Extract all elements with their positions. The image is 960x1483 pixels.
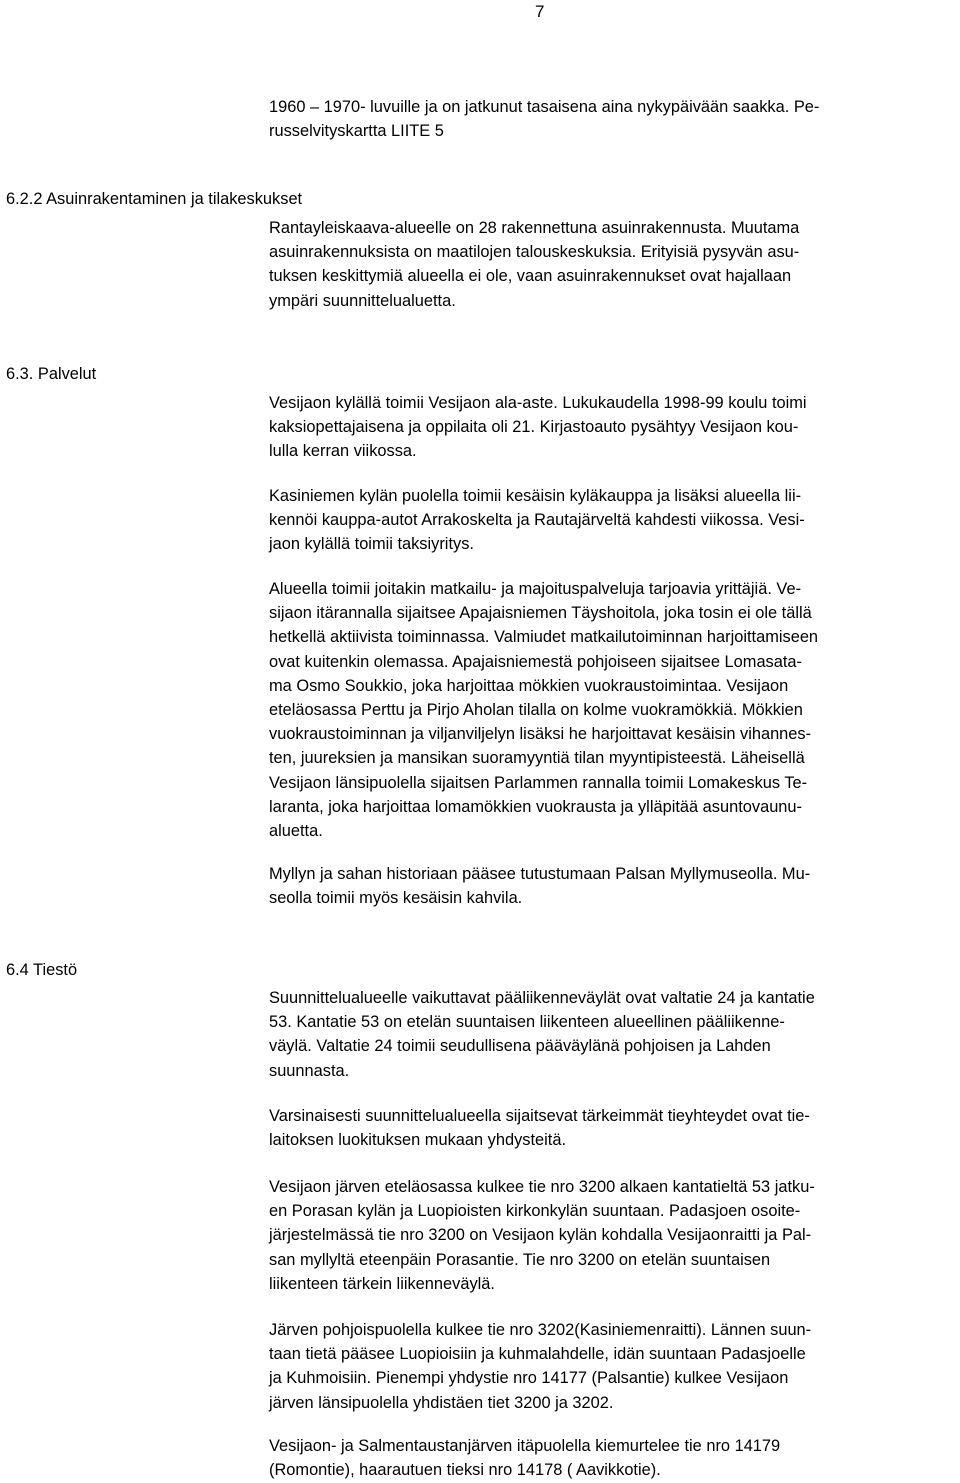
text-line: asuinrakennuksista on maatilojen talouskeskuksia. Erityisiä pysyvän asu- <box>269 243 800 262</box>
text-line: laranta, joka harjoittaa lomamökkien vuokrausta ja ylläpitää asuntovaunu- <box>269 797 802 816</box>
text-line: kaksiopettajaisena ja oppilaita oli 21. Kirjastoauto pysähtyy Vesijaon kou- <box>269 418 799 437</box>
text-line: Vesijaon kylällä toimii Vesijaon ala-aste. Lukukaudella 1998-99 koulu toimi <box>269 394 807 412</box>
text-line: järven länsipuolella yhdistäen tiet 3200 ja 3202. <box>269 1393 614 1412</box>
section-6-3-paragraph-1 <box>269 391 959 464</box>
text-line: tuksen keskittymiä alueella ei ole, vaan asuinrakennukset ovat hajallaan <box>269 267 792 286</box>
text-line: 53. Kantatie 53 on etelän suuntaisen liikenteen alueellinen pääliikenne- <box>269 1013 785 1032</box>
text-line: Alueella toimii joitakin matkailu- ja majoituspalveluja tarjoavia yrittäjiä. Ve- <box>269 580 802 598</box>
text-line: taan tietä pääsee Luopioisiin ja kuhmalahdelle, idän suuntaan Padasjoelle <box>269 1345 806 1364</box>
section-6-3-paragraph-2 <box>269 484 959 557</box>
section-6-3-paragraph-4 <box>269 862 959 910</box>
text-line: laitoksen luokituksen mukaan yhdysteitä. <box>269 1131 567 1150</box>
text-line: ja Kuhmoisiin. Pienempi yhdystie nro 14177 (Palsantie) kulkee Vesijaon <box>269 1369 789 1388</box>
text-line: Vesijaon- ja Salmentaustanjärven itäpuolella kiemurtelee tie nro 14179 <box>269 1437 781 1455</box>
section-6-4-paragraph-3 <box>269 1175 959 1296</box>
section-6-4-paragraph-1 <box>269 986 959 1083</box>
section-6-3-paragraph-3 <box>269 577 959 843</box>
text-line: ovat kuitenkin olemassa. Apajaisniemestä pohjoiseen sijaitsee Lomasata- <box>269 652 802 671</box>
text-line: Myllyn ja sahan historiaan pääsee tutustumaan Palsan Myllymuseolla. Mu- <box>269 865 811 883</box>
text-line: eteläosassa Perttu ja Pirjo Aholan tilalla on kolme vuokramökkiä. Mökkien <box>269 701 803 720</box>
text-line: ten, juureksien ja mansikan suoramyyntiä tilan myyntipisteestä. Läheisellä <box>269 749 805 768</box>
section-6-4-paragraph-5 <box>269 1434 959 1482</box>
text-line: liikenteen tärkein liikenneväylä. <box>269 1274 495 1293</box>
text-line: Varsinaisesti suunnittelualueella sijaitsevat tärkeimmät tieyhteydet ovat tie- <box>269 1107 810 1125</box>
section-6-4-paragraph-4 <box>269 1318 959 1415</box>
text-line: 1960 – 1970- luvuille ja on jatkunut tasaisena aina nykypäivään saakka. Pe- <box>269 98 820 116</box>
text-line: suunnasta. <box>269 1061 350 1080</box>
text-line: russelvityskartta LIITE 5 <box>269 122 444 141</box>
text-line: (Romontie), haarautuen tieksi nro 14178 ( Aavikkotie). <box>269 1461 661 1480</box>
text-line: vuokraustoiminnan ja viljanviljelyn lisäksi he harjoittavat kesäisin vihannes- <box>269 725 812 744</box>
text-line: san myllyltä eteenpäin Porasantie. Tie nro 3200 on etelän suuntaisen <box>269 1250 771 1269</box>
section-heading-6-2-2: 6.2.2 Asuinrakentaminen ja tilakeskukset <box>6 190 303 208</box>
text-line: ympäri suunnittelualuetta. <box>269 291 456 310</box>
section-heading-6-4: 6.4 Tiestö <box>6 961 78 979</box>
section-6-2-2-paragraph <box>269 216 959 313</box>
text-line: seolla toimii myös kesäisin kahvila. <box>269 889 523 908</box>
text-line: Vesijaon länsipuolella sijaitsen Parlammen rannalla toimii Lomakeskus Te- <box>269 773 808 792</box>
text-line: Rantayleiskaava-alueelle on 28 rakennettuna asuinrakennusta. Muutama <box>269 219 800 237</box>
text-line: lulla kerran viikossa. <box>269 442 417 461</box>
page-number: 7 <box>535 2 545 21</box>
intro-paragraph <box>269 95 959 143</box>
text-line: Järven pohjoispuolella kulkee tie nro 3202(Kasiniemenraitti). Lännen suun- <box>269 1321 812 1339</box>
section-heading-6-3: 6.3. Palvelut <box>6 365 97 383</box>
text-line: kennöi kauppa-autot Arrakoskelta ja Rautajärveltä kahdesti viikossa. Vesi- <box>269 511 805 530</box>
text-line: ma Osmo Soukkio, joka harjoittaa mökkien vuokraustoimintaa. Vesijaon <box>269 676 789 695</box>
text-line: hetkellä aktiivista toiminnassa. Valmiudet matkailutoiminnan harjoittamiseen <box>269 628 819 647</box>
text-line: järjestelmässä tie nro 3200 on Vesijaon kylän kohdalla Vesijaonraitti ja Pal- <box>269 1226 812 1245</box>
text-line: Suunnittelualueelle vaikuttavat pääliikenneväylät ovat valtatie 24 ja kantatie <box>269 989 815 1007</box>
text-line: Vesijaon järven eteläosassa kulkee tie nro 3200 alkaen kantatieltä 53 jatku- <box>269 1178 815 1196</box>
text-line: aluetta. <box>269 822 323 841</box>
text-line: en Porasan kylän ja Luopioisten kirkonkylän suuntaan. Padasjoen osoite- <box>269 1202 801 1221</box>
text-line: jaon kylällä toimii taksiyritys. <box>269 535 474 554</box>
text-line: väylä. Valtatie 24 toimii seudullisena pääväylänä pohjoisen ja Lahden <box>269 1037 771 1056</box>
text-line: Kasiniemen kylän puolella toimii kesäisin kyläkauppa ja lisäksi alueella lii- <box>269 487 802 505</box>
text-line: sijaon itärannalla sijaitsee Apajaisniemen Täyshoitola, joka tosin ei ole tällä <box>269 604 812 623</box>
section-6-4-paragraph-2 <box>269 1104 959 1152</box>
